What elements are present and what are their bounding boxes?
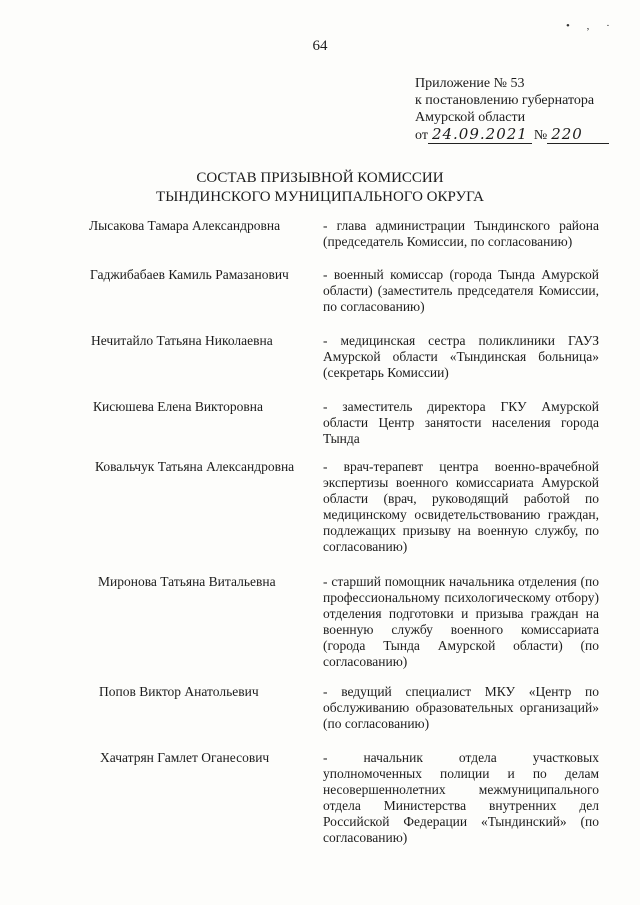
appendix-date-line [415, 126, 609, 144]
member-role: - глава администрации Тындинского района (председатель Комиссии, по согласованию) [323, 218, 599, 249]
appendix-number: Приложение № 53 [415, 76, 525, 91]
appendix-decree: к постановлению губернатора [415, 93, 595, 108]
number-prefix: № [533, 128, 548, 143]
member-name: Ковальчук Татьяна Александровна [95, 459, 295, 474]
page-number: 64 [312, 38, 328, 54]
member-name: Кисюшева Елена Викторовна [93, 399, 263, 414]
member-role: - заместитель директора ГКУ Амурской области Центр занятости населения города Тында [323, 399, 599, 446]
handwritten-date: 24.09.2021 [428, 126, 532, 144]
member-role: - врач-терапевт центра военно-врачебной экспертизы военного комиссариата Амурской области (врач, руководящий работой по медицинскому освидетельствованию граждан, подлежащих призыву на военную службу, по согласованию) [323, 459, 599, 554]
appendix-region: Амурской области [415, 110, 526, 125]
title-line-2: ТЫНДИНСКОГО МУНИЦИПАЛЬНОГО ОКРУГА [156, 189, 484, 205]
corner-marks: • , · [566, 20, 617, 32]
document-title [0, 169, 640, 207]
member-name: Гаджибабаев Камиль Рамазанович [90, 267, 289, 282]
member-role: - медицинская сестра поликлиники ГАУЗ Амурской области «Тындинская больница» (секретарь Комиссии) [323, 333, 599, 380]
member-name: Хачатрян Гамлет Оганесович [100, 750, 270, 765]
member-role: - ведущий специалист МКУ «Центр по обслуживанию образовательных организаций» (по согласованию) [323, 684, 599, 731]
member-role: - военный комиссар (города Тында Амурской области) (заместитель председателя Комиссии, по согласованию) [323, 267, 599, 314]
handwritten-number: 220 [547, 126, 609, 144]
member-name: Миронова Татьяна Витальевна [98, 574, 276, 589]
member-name: Попов Виктор Анатольевич [99, 684, 259, 699]
date-prefix: от [415, 128, 428, 143]
member-name: Лысакова Тамара Александровна [89, 218, 281, 233]
title-line-1: СОСТАВ ПРИЗЫВНОЙ КОМИССИИ [196, 170, 444, 186]
member-role: - начальник отдела участковых уполномоченных полиции и по делам несовершеннолетних межмуниципального отдела Министерства внутренних дел Российской Федерации «Тындинский» (по согласованию) [323, 750, 599, 845]
member-role: - старший помощник начальника отделения (по профессиональному психологическому отбору) отделения подготовки и призыва граждан на военную службу военного комиссариата (города Тында Амурской области) (по согласованию) [323, 574, 599, 669]
member-name: Нечитайло Татьяна Николаевна [91, 333, 273, 348]
appendix-block [415, 75, 609, 144]
